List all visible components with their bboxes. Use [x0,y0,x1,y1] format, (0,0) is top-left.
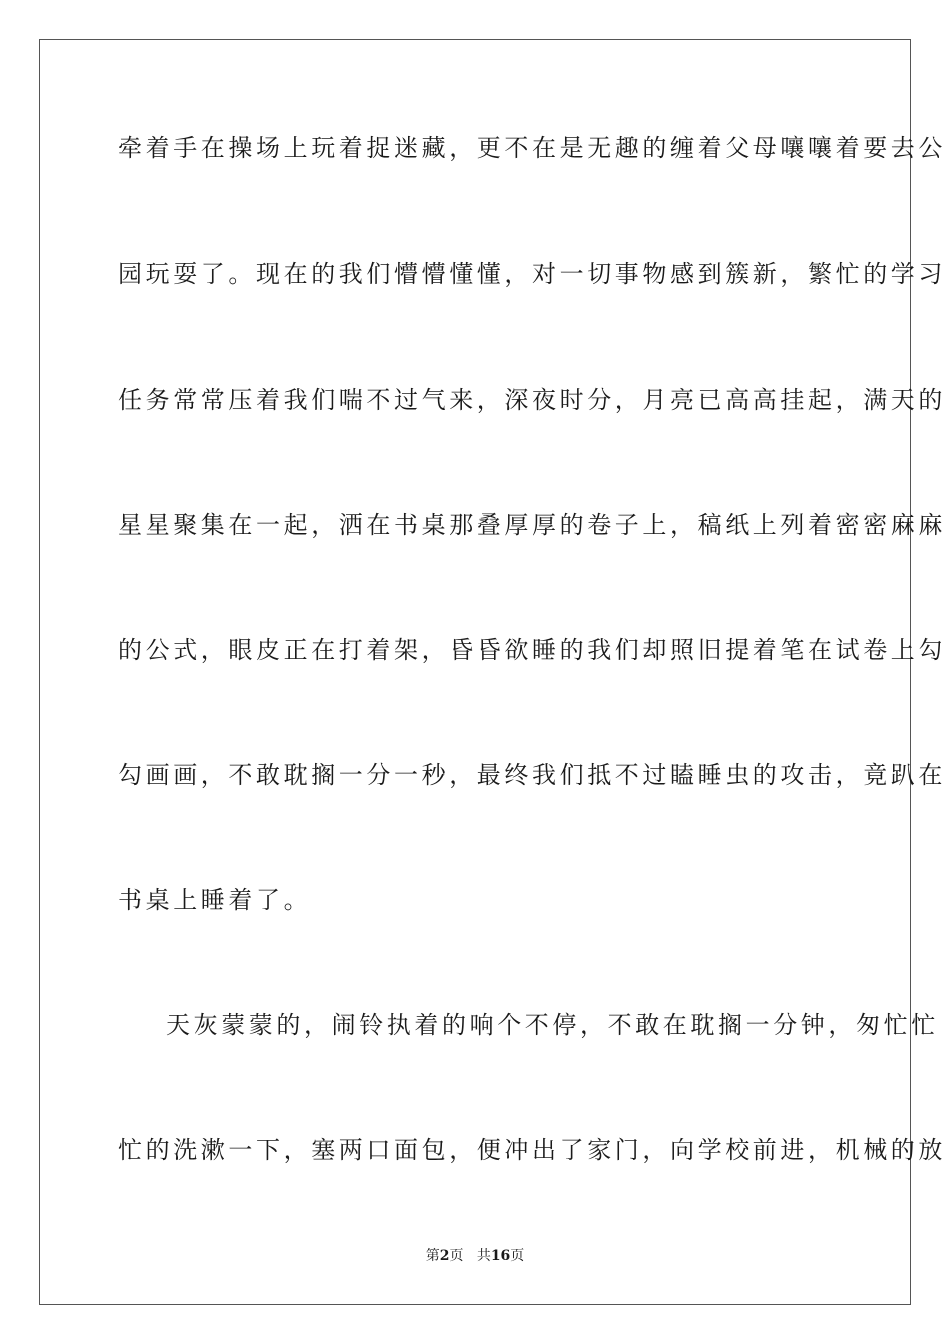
page-footer [0,1247,950,1265]
footer-total-suffix: 页 [510,1248,525,1264]
footer-total-pages: 16 [490,1248,511,1264]
page-border [39,39,911,1305]
footer-page-number: 2 [439,1248,450,1264]
text-line-8-paragraph-start: 天灰蒙蒙的，闹铃执着的响个不停，不敢在耽搁一分钟，匆忙忙 [166,1011,939,1039]
text-line-1: 牵着手在操场上玩着捉迷藏，更不在是无趣的缠着父母嚷嚷着要去公 [118,134,946,162]
text-line-3: 任务常常压着我们喘不过气来，深夜时分，月亮已高高挂起，满天的 [118,386,946,414]
text-line-9: 忙的洗漱一下，塞两口面包，便冲出了家门，向学校前进，机械的放 [118,1136,946,1164]
text-line-5: 的公式，眼皮正在打着架，昏昏欲睡的我们却照旧提着笔在试卷上勾 [118,636,946,664]
footer-total-prefix: 共 [476,1248,491,1264]
text-line-2: 园玩耍了。现在的我们懵懵懂懂，对一切事物感到簇新，繁忙的学习 [118,260,946,288]
footer-page-suffix: 页 [449,1248,464,1264]
footer-page-prefix: 第 [425,1248,440,1264]
text-line-6: 勾画画，不敢耽搁一分一秒，最终我们抵不过瞌睡虫的攻击，竟趴在 [118,761,946,789]
text-line-7: 书桌上睡着了。 [118,886,312,914]
text-line-4: 星星聚集在一起，洒在书桌那叠厚厚的卷子上，稿纸上列着密密麻麻 [118,511,946,539]
